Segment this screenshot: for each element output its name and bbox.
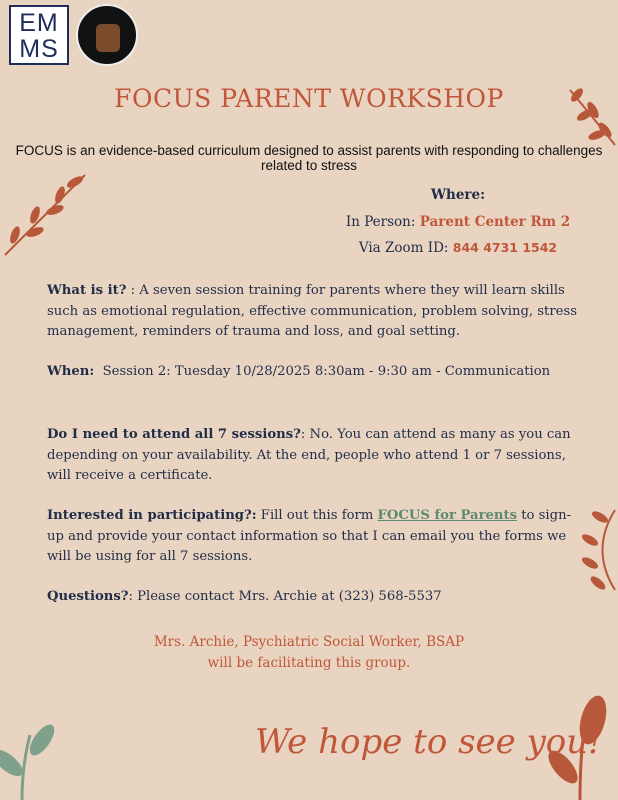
zoom-value: 844 4731 1542 [452, 240, 558, 255]
facilitator-note [0, 632, 618, 674]
emms-logo: EM MS [9, 5, 69, 65]
in-person-label: In Person: [345, 214, 420, 230]
zoom-id [343, 240, 573, 256]
what-text: : A seven session training for parents where they will learn skills such as emotional regulation, effective communication, problem solving, stress management, reminders of trauma and loss, and goal setting. [47, 283, 577, 339]
in-person-value: Parent Center Rm 2 [419, 214, 571, 230]
what-section [47, 281, 587, 343]
interested-text-cont: to sign-up and provide your contact information so that I can email you the forms we will be using for all 7 sessions. [47, 508, 572, 564]
interested-label: Interested in participating?: [47, 508, 257, 523]
interested-text: Fill out this form [256, 508, 378, 523]
questions-text: : Please contact Mrs. Archie at (323) 568-5537 [128, 589, 442, 604]
where-heading: Where: [430, 187, 486, 203]
attend-section [47, 425, 587, 487]
when-text: Session 2: Tuesday 10/28/2025 8:30am - 9:30 am - Communication [94, 364, 551, 379]
leaf-plant-icon [0, 715, 60, 800]
intro-text: FOCUS is an evidence-based curriculum designed to assist parents with responding to challenges related to stress [15, 143, 603, 173]
questions-label: Questions? [47, 589, 129, 604]
attend-text: : No. You can attend as many as you can depending on your availability. At the end, people who attend 1 or 7 sessions, will receive a certificate. [47, 427, 571, 483]
closing-message: We hope to see you! [255, 722, 602, 762]
facilitator-line: will be facilitating this group. [207, 655, 411, 671]
zoom-label: Via Zoom ID: [358, 240, 453, 256]
club-seal-logo [76, 4, 138, 66]
questions-section [47, 587, 587, 608]
page-title: FOCUS PARENT WORKSHOP [114, 84, 504, 113]
interested-section [47, 506, 587, 568]
when-section [47, 362, 587, 383]
focus-form-link[interactable]: FOCUS for Parents [377, 508, 518, 523]
when-label: When: [47, 364, 95, 379]
what-label: What is it? [47, 283, 127, 298]
in-person-location [343, 214, 573, 230]
leaf-branch-icon [0, 170, 90, 260]
attend-label: Do I need to attend all 7 sessions? [47, 427, 301, 442]
facilitator-line: Mrs. Archie, Psychiatric Social Worker, BSAP [153, 634, 465, 650]
